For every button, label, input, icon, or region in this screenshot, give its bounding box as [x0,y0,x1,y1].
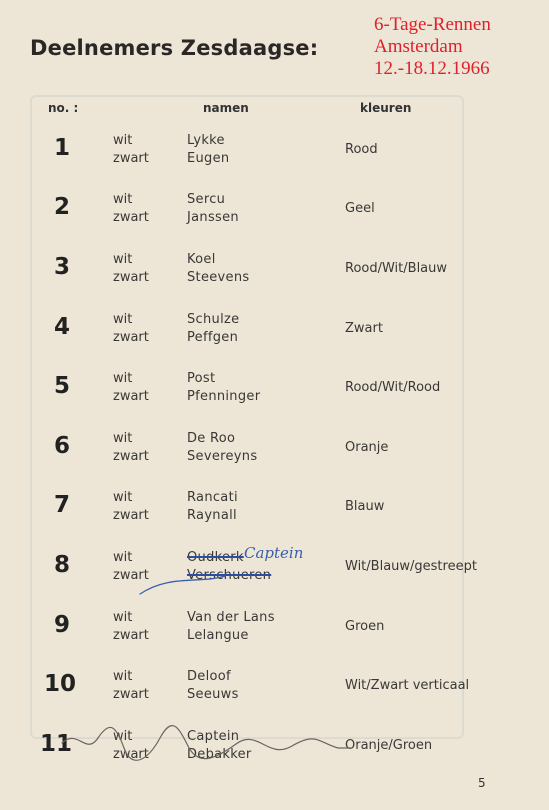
page-title: Deelnemers Zesdaagse: [30,36,319,60]
role-black: zwart [113,687,149,702]
role-white: wit [113,669,133,684]
rider-white: Koel [187,252,216,267]
team-colors: Wit/Blauw/gestreept [345,559,477,574]
role-white: wit [113,550,133,565]
handwritten-correction: Captein [244,544,304,562]
role-black: zwart [113,151,149,166]
rider-white: De Roo [187,431,236,446]
red-event-stamp [374,14,491,80]
role-black: zwart [113,389,149,404]
rider-black: Pfenninger [187,389,261,404]
team-colors: Rood/Wit/Rood [345,380,441,395]
rider-black: Steevens [187,270,250,285]
header-names: namen [203,101,249,115]
team-colors: Rood/Wit/Blauw [345,261,448,276]
team-colors: Zwart [345,321,383,336]
rider-black: Severeyns [187,449,258,464]
header-colors: kleuren [360,101,412,115]
team-number: 5 [53,373,70,399]
team-row [0,312,549,368]
team-row [0,490,549,546]
role-black: zwart [113,449,149,464]
role-black: zwart [113,508,149,523]
team-row [0,431,549,487]
team-row [0,610,549,666]
team-colors: Oranje [345,440,389,455]
role-black: zwart [113,568,149,583]
rider-black: Janssen [187,210,239,225]
rider-white: Rancati [187,490,238,505]
role-black: zwart [113,210,149,225]
stamp-line-event: 6-Tage-Rennen [374,14,491,35]
rider-white: Van der Lans [187,610,275,625]
stamp-line-dates: 12.-18.12.1966 [374,58,490,79]
team-row [0,544,549,606]
team-row [0,133,549,189]
rider-black: Seeuws [187,687,239,702]
rider-black-struck: Verschueren [187,568,272,583]
role-white: wit [113,610,133,625]
team-number: 3 [53,254,70,280]
page-number: 5 [478,776,486,790]
team-number: 9 [53,612,70,638]
team-row [0,252,549,308]
team-colors: Wit/Zwart verticaal [345,678,470,693]
rider-white-struck: Oudkerk [187,550,244,565]
team-number: 8 [53,552,70,578]
rider-black: Debakker [187,747,252,762]
rider-white: Sercu [187,192,226,207]
rider-white: Post [187,371,216,386]
role-white: wit [113,431,133,446]
team-row [0,669,549,725]
team-row [0,192,549,248]
team-number: 2 [53,194,70,220]
rider-white: Schulze [187,312,240,327]
team-colors: Geel [345,201,375,216]
role-white: wit [113,312,133,327]
role-white: wit [113,252,133,267]
team-number: 4 [53,314,70,340]
team-number: 1 [53,135,70,161]
rider-black: Peffgen [187,330,239,345]
rider-black: Lelangue [187,628,249,643]
role-white: wit [113,192,133,207]
stamp-line-city: Amsterdam [374,36,463,57]
team-colors: Groen [345,619,385,634]
role-black: zwart [113,270,149,285]
team-row [0,729,549,785]
team-colors: Oranje/Groen [345,738,433,753]
role-white: wit [113,490,133,505]
rider-white: Captein [187,729,240,744]
team-number: 10 [43,671,76,697]
role-black: zwart [113,628,149,643]
rider-white: Deloof [187,669,231,684]
role-white: wit [113,371,133,386]
team-colors: Rood [345,142,378,157]
role-black: zwart [113,330,149,345]
team-colors: Blauw [345,499,385,514]
role-white: wit [113,729,133,744]
team-number: 6 [53,433,70,459]
header-no: no. : [48,101,79,115]
rider-white: Lykke [187,133,225,148]
team-row [0,371,549,427]
role-white: wit [113,133,133,148]
team-number: 7 [53,492,70,518]
rider-black: Raynall [187,508,237,523]
team-number: 11 [39,731,72,757]
role-black: zwart [113,747,149,762]
rider-black: Eugen [187,151,230,166]
